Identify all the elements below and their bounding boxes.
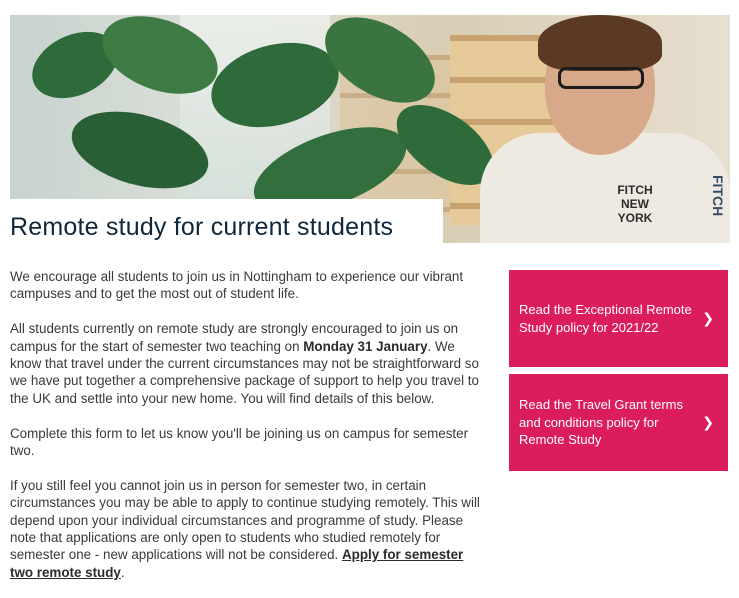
chevron-right-icon: ❯ bbox=[702, 310, 714, 326]
apply-text-end: . bbox=[120, 564, 125, 580]
hero-sleeve-text: FITCH bbox=[710, 175, 726, 217]
title-box bbox=[0, 199, 443, 245]
intro-paragraph: We encourage all students to join us in Nottingham to experience our vibrant campuses and to get the most out of student life. bbox=[10, 269, 464, 302]
cta-label: Read the Travel Grant terms and conditions policy for Remote Study bbox=[519, 397, 684, 448]
hero-person-glasses bbox=[558, 67, 644, 89]
hero-person-hair bbox=[538, 15, 662, 71]
form-paragraph: Complete this form to let us know you'll be joining us on campus for semester two. bbox=[10, 425, 469, 459]
semester-start-date: Monday 31 January bbox=[303, 338, 428, 354]
cta-label: Read the Exceptional Remote Study policy for 2021/22 bbox=[519, 302, 692, 335]
sidebar-links bbox=[509, 270, 728, 478]
exceptional-remote-study-policy-button[interactable] bbox=[509, 270, 728, 367]
remote-study-text-start: All students currently on remote study are strongly encouraged to join us on campus for the start of semester two teaching on bbox=[10, 321, 459, 354]
hero-sweater-logo: FITCH NEW YORK bbox=[617, 183, 653, 225]
remote-study-paragraph bbox=[10, 320, 486, 407]
travel-grant-policy-button[interactable] bbox=[509, 374, 728, 471]
page-title: Remote study for current students bbox=[10, 213, 394, 241]
main-content bbox=[10, 268, 486, 598]
apply-text: If you still feel you cannot join us in person for semester two, in certain circumstances you may be able to apply to continue studying remotely. This will depend upon your individual circumstances and programme of study. Please note that applications are only open to students who studied remotely for semester one - new applications will not be considered. bbox=[10, 477, 480, 563]
remote-study-text-end: . We know that travel under the current circumstances may not be straightforward so we have put together a comprehensive package of support to help you travel to the UK and settle into your new home. You will find details of this below. bbox=[10, 338, 479, 406]
chevron-right-icon: ❯ bbox=[702, 414, 714, 430]
apply-remote-study-link[interactable]: Apply for semester two remote study bbox=[10, 547, 464, 580]
apply-paragraph bbox=[10, 477, 486, 581]
